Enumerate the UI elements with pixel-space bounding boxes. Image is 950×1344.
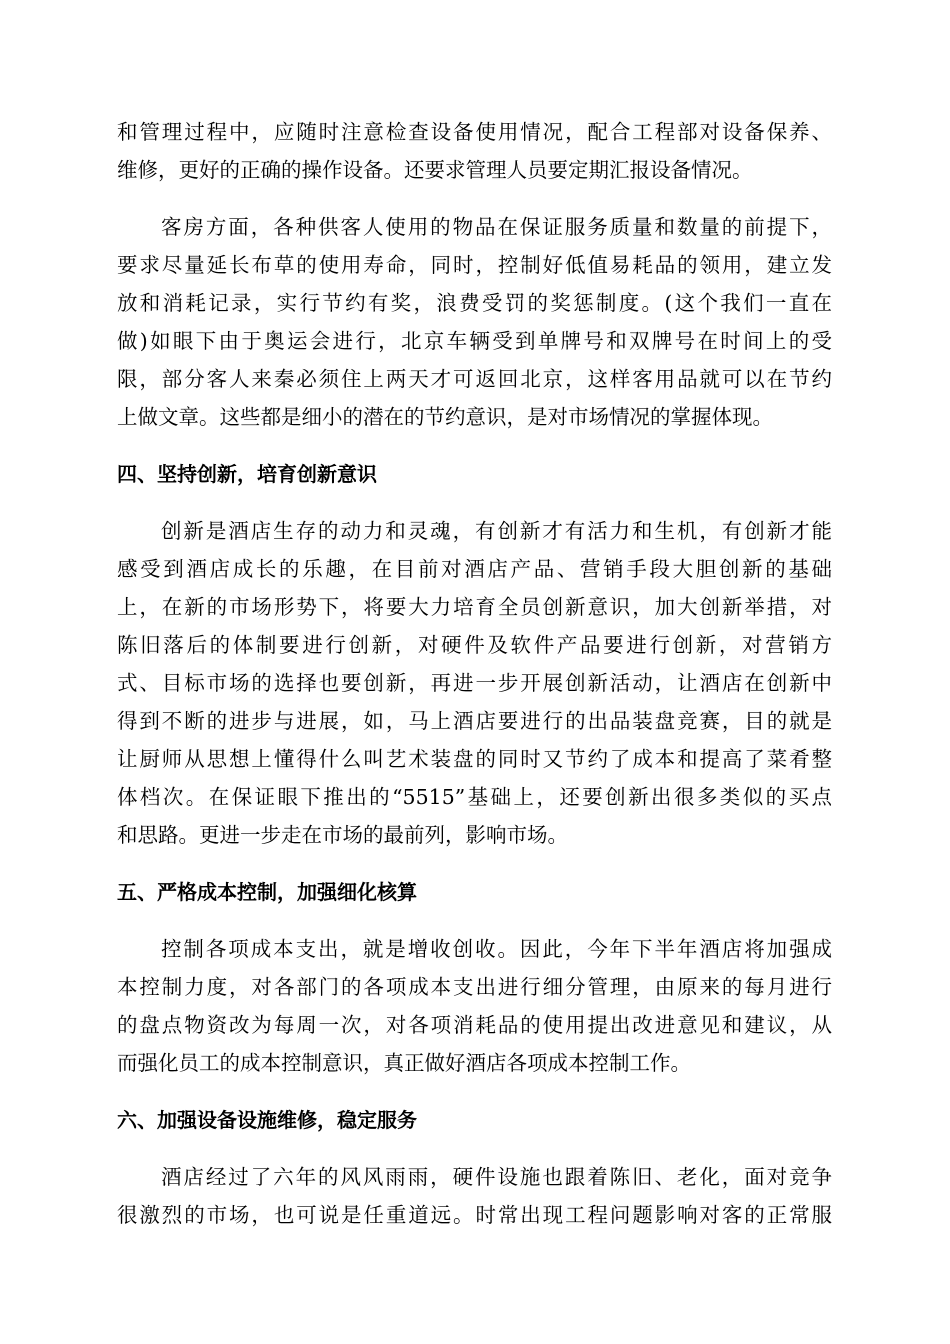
text-line: 限，部分客人来秦必须住上两天才可返回北京，这样客用品就可以在节约: [117, 367, 832, 391]
paragraph-equipment-management: [117, 113, 832, 189]
text-line: 让厨师从思想上懂得什么叫艺术装盘的同时又节约了成本和提高了菜肴整: [117, 747, 832, 771]
paragraph-cost-control: [117, 930, 832, 1082]
section-heading-cost-control: 五、严格成本控制，加强细化核算: [117, 880, 417, 904]
text-line: 陈旧落后的体制要进行创新，对硬件及软件产品要进行创新，对营销方: [117, 633, 832, 657]
text-line: 上，在新的市场形势下，将要大力培育全员创新意识，加大创新举措，对: [117, 595, 832, 619]
paragraph-maintenance: [117, 1158, 832, 1234]
text-line: 体档次。在保证眼下推出的“5515”基础上，还要创新出很多类似的买点: [117, 785, 832, 809]
section-heading-maintenance: 六、加强设备设施维修，稳定服务: [117, 1108, 417, 1132]
text-line: 而强化员工的成本控制意识，真正做好酒店各项成本控制工作。: [117, 1051, 691, 1075]
text-line: 得到不断的进步与进展，如，马上酒店要进行的出品装盘竞赛，目的就是: [117, 709, 832, 733]
text-line: 感受到酒店成长的乐趣，在目前对酒店产品、营销手段大胆创新的基础: [117, 557, 832, 581]
text-line: 酒店经过了六年的风风雨雨，硬件设施也跟着陈旧、老化，面对竞争: [161, 1165, 832, 1189]
document-body: [117, 113, 832, 1234]
text-line: 创新是酒店生存的动力和灵魂，有创新才有活力和生机，有创新才能: [161, 519, 832, 543]
text-line: 维修，更好的正确的操作设备。还要求管理人员要定期汇报设备情况。: [117, 158, 753, 182]
text-line: 和管理过程中，应随时注意检查设备使用情况，配合工程部对设备保养、: [117, 120, 832, 144]
text-line: 做)如眼下由于奥运会进行，北京车辆受到单牌号和双牌号在时间上的受: [117, 329, 832, 353]
paragraph-guest-rooms: [117, 208, 832, 436]
text-line: 本控制力度，对各部门的各项成本支出进行细分管理，由原来的每月进行: [117, 975, 832, 999]
text-line: 和思路。更进一步走在市场的最前列，影响市场。: [117, 823, 568, 847]
text-line: 放和消耗记录，实行节约有奖，浪费受罚的奖惩制度。(这个我们一直在: [117, 291, 832, 315]
paragraph-innovation: [117, 512, 832, 854]
text-line: 客房方面，各种供客人使用的物品在保证服务质量和数量的前提下，: [161, 215, 832, 239]
section-heading-innovation: 四、坚持创新，培育创新意识: [117, 462, 377, 486]
text-line: 的盘点物资改为每周一次，对各项消耗品的使用提出改进意见和建议，从: [117, 1013, 832, 1037]
text-line: 控制各项成本支出，就是增收创收。因此，今年下半年酒店将加强成: [161, 937, 832, 961]
text-line: 要求尽量延长布草的使用寿命，同时，控制好低值易耗品的领用，建立发: [117, 253, 832, 277]
text-line: 式、目标市场的选择也要创新，再进一步开展创新活动，让酒店在创新中: [117, 671, 832, 695]
text-line: 很激烈的市场，也可说是任重道远。时常出现工程问题影响对客的正常服: [117, 1203, 832, 1227]
text-line: 上做文章。这些都是细小的潜在的节约意识，是对市场情况的掌握体现。: [117, 405, 773, 429]
